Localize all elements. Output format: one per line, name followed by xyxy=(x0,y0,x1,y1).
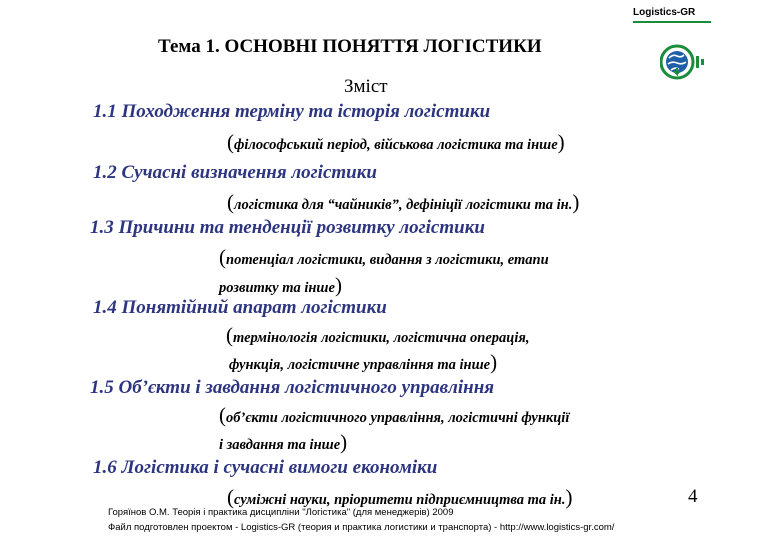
page-title: Тема 1. ОСНОВНІ ПОНЯТТЯ ЛОГІСТИКИ xyxy=(158,36,542,57)
note-line: функція, логістичне управління та інше xyxy=(229,357,491,373)
paren-close: ) xyxy=(565,485,573,509)
note-line: об’єкти логістичного управління, логістичні функції xyxy=(226,410,570,426)
section-note-continued xyxy=(219,273,342,298)
section-heading: 1.6 Логістика і сучасні вимоги економіки xyxy=(93,457,438,478)
footer-source: Файл подготовлен проектом - Logistics-GR (теория и практика логистики и транспорта) - http://www.logistics-gr.com/ xyxy=(108,522,615,533)
paren-close: ) xyxy=(490,350,498,374)
section-note-continued xyxy=(219,430,347,455)
page-number: 4 xyxy=(688,486,698,507)
section-heading: 1.5 Об’єкти і завдання логістичного управління xyxy=(90,377,495,398)
paren-open: ( xyxy=(227,190,234,214)
section-heading: 1.2 Сучасні визначення логістики xyxy=(93,162,377,183)
page-subtitle: Зміст xyxy=(344,76,388,97)
paren-open: ( xyxy=(227,485,234,509)
paren-close: ) xyxy=(572,190,580,214)
note-line: термінологія логістики, логістична операція, xyxy=(233,330,530,346)
paren-open: ( xyxy=(226,323,233,347)
note-line: суміжні науки, пріоритети підприємництва та ін. xyxy=(234,492,566,508)
section-heading: 1.1 Походження терміну та історія логістики xyxy=(93,101,491,122)
section-note-continued xyxy=(229,350,497,375)
section-note xyxy=(227,130,565,155)
section-heading: 1.4 Понятійний апарат логістики xyxy=(93,297,387,318)
paren-open: ( xyxy=(219,403,226,427)
note-line: розвитку та інше xyxy=(219,280,335,296)
paren-open: ( xyxy=(219,245,226,269)
paren-close: ) xyxy=(557,130,565,154)
logo-text: Logistics-GR xyxy=(633,7,696,18)
note-line: і завдання та інше xyxy=(219,437,341,453)
logo-divider xyxy=(633,21,711,23)
note-line: потенціал логістики, видання з логістики, етапи xyxy=(226,252,549,268)
note-line: філософський період, військова логістика та інше xyxy=(234,137,558,153)
section-note xyxy=(227,190,579,215)
logistics-logo-icon xyxy=(660,42,706,82)
note-line: логістика для “чайників”, дефініції логістики та ін. xyxy=(234,197,573,213)
footer-credit: Горяїнов О.М. Теорія і практика дисципліни "Логістика" (для менеджерів) 2009 xyxy=(108,507,454,518)
paren-open: ( xyxy=(227,130,234,154)
section-note xyxy=(219,403,569,428)
paren-close: ) xyxy=(334,273,342,297)
section-heading: 1.3 Причини та тенденції розвитку логістики xyxy=(90,217,485,238)
section-note xyxy=(226,323,529,348)
paren-close: ) xyxy=(340,430,348,454)
section-note xyxy=(219,245,549,270)
